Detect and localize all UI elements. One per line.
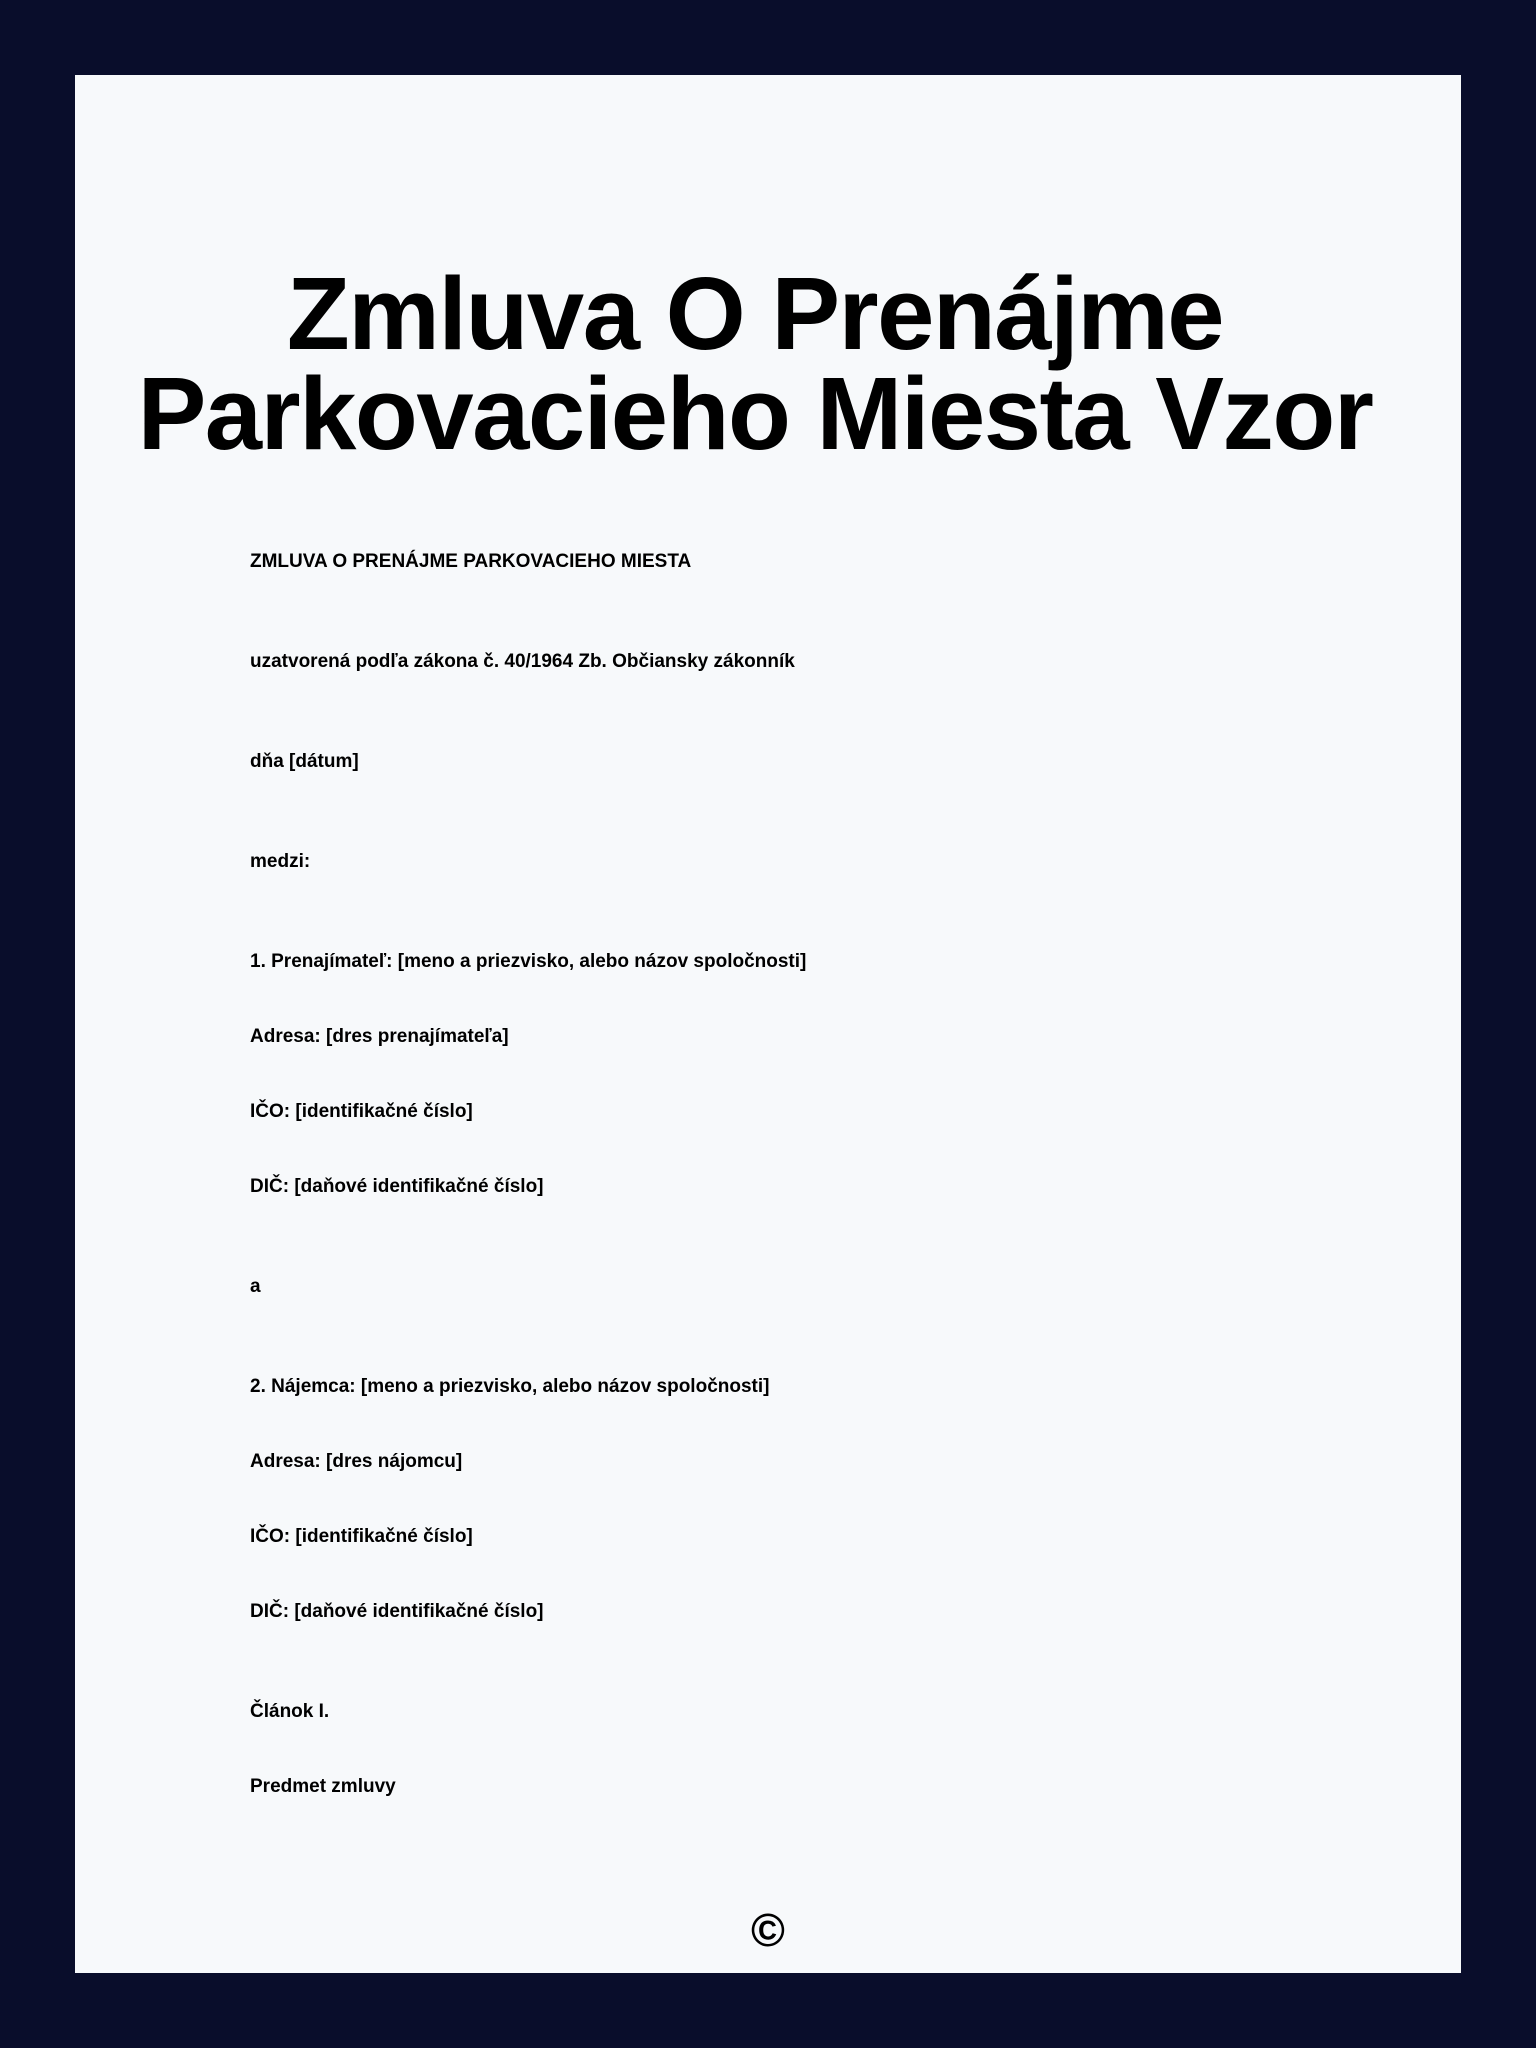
- title-line-1: Zmluva O Prenájme: [286, 256, 1224, 371]
- article-number: Článok I.: [250, 1701, 330, 1722]
- party2-address: Adresa: [dres nájomcu]: [250, 1451, 463, 1472]
- contract-heading: ZMLUVA O PRENÁJME PARKOVACIEHO MIESTA: [250, 551, 692, 572]
- party2-dic: DIČ: [daňové identifikačné číslo]: [250, 1601, 544, 1622]
- document-page: [75, 75, 1461, 1973]
- title-line-2: Parkovacieho Miesta Vzor: [137, 356, 1373, 471]
- party1-ico: IČO: [identifikačné číslo]: [250, 1101, 473, 1122]
- party1-address: Adresa: [dres prenajímateľa]: [250, 1026, 509, 1047]
- party1-dic: DIČ: [daňové identifikačné číslo]: [250, 1176, 544, 1197]
- article-title: Predmet zmluvy: [250, 1776, 396, 1797]
- legal-basis: uzatvorená podľa zákona č. 40/1964 Zb. Občiansky zákonník: [250, 651, 795, 672]
- between-label: medzi:: [250, 851, 311, 872]
- conjunction: a: [250, 1276, 261, 1297]
- copyright-icon: ©: [751, 1904, 785, 1956]
- party2-name: 2. Nájemca: [meno a priezvisko, alebo názov spoločnosti]: [250, 1376, 770, 1397]
- date-line: dňa [dátum]: [250, 751, 359, 772]
- party1-name: 1. Prenajímateľ: [meno a priezvisko, alebo názov spoločnosti]: [250, 951, 807, 972]
- party2-ico: IČO: [identifikačné číslo]: [250, 1526, 473, 1547]
